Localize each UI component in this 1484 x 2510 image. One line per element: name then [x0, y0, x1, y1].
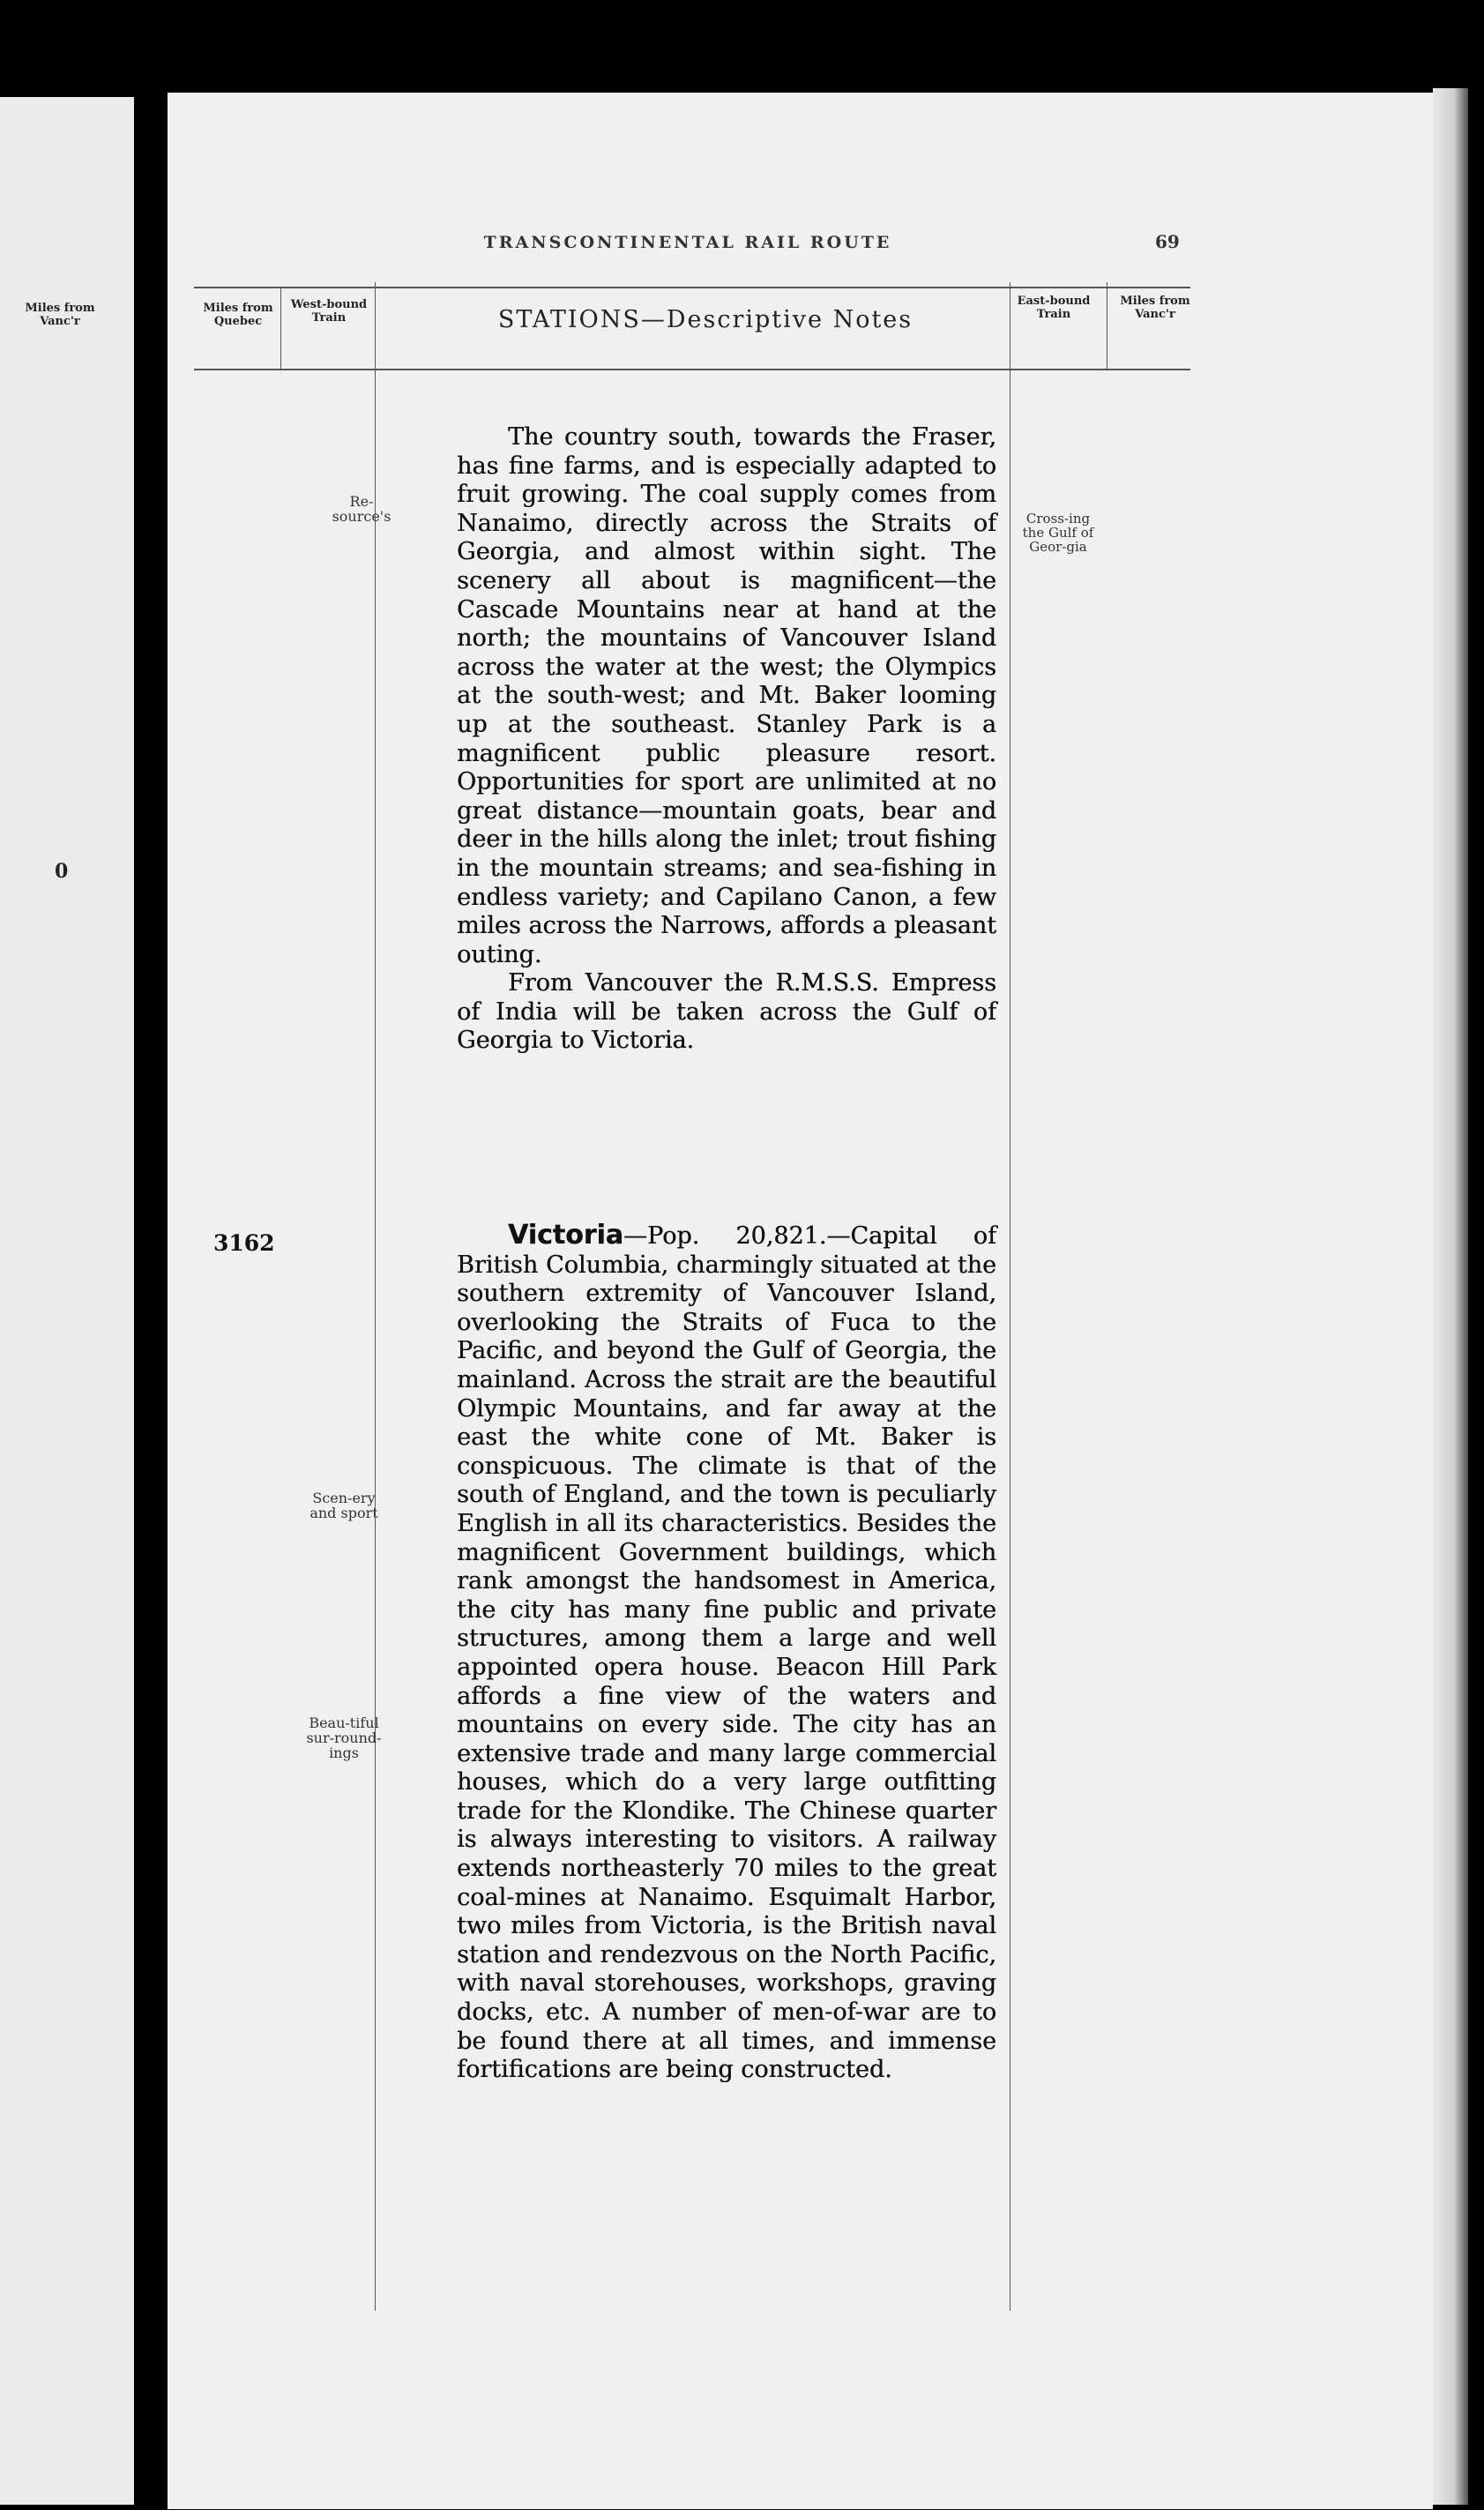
paragraph-country: The country south, towards the Fraser, has fine farms, and is especially adapted to fruit growing. The coal supply comes from Nanaimo, directly across the Straits of Georgia, and almost within sight. The scenery all about is magnificent—the Cascade Mountains near at hand at the north; the mountains of Vancouver Island across the water at the west; the Olympics at the south-west; and Mt. Baker looming up at the southeast. Stanley Park is a magnificent public pleasure resort. Opportunities for sport are unlimited at no great distance—mountain goats, bear and deer in the hills along the inlet; trout fishing in the mountain streams; and sea-fishing in endless variety; and Capilano Canon, a few miles across the Narrows, affords a pleasant outing.	[457, 423, 996, 968]
header-top-rule	[194, 287, 1190, 288]
margin-note-resources: Re-source's	[332, 493, 392, 525]
victoria-entry	[457, 1221, 996, 2085]
paragraph-empress: From Vancouver the R.M.S.S. Empress of India will be taken across the Gulf of Georgia to Victoria.	[457, 969, 996, 1055]
column-header-stations: STATIONS—Descriptive Notes	[497, 306, 914, 333]
column-header-miles-from-vancouver: Miles from Vanc'r	[1120, 295, 1190, 321]
left-column-value: 0	[55, 860, 69, 883]
margin-note-scenery: Scen-ery and sport	[309, 1490, 378, 1521]
victoria-description: —Pop. 20,821.—Capital of British Columbia, charmingly situated at the southern extremity of Vancouver Island, overlooking the Straits of Fuca to the Pacific, and beyond the Gulf of Georgia, the mainland. Across the strait are the beautiful Olympic Mountains, and far away at the east the white cone of Mt. Baker is conspicuous. The climate is that of the south of England, and the town is peculiarly English in all its characteristics. Besides the magnificent Government buildings, which rank amongst the handsomest in America, the city has many fine public and private structures, among them a large and well appointed opera house. Beacon Hill Park affords a fine view of the waters and mountains on every side. The city has an extensive trade and many large commercial houses, which do a very large outfitting trade for the Klondike. The Chinese quarter is always interesting to visitors. A railway extends northeasterly 70 miles to the great coal-mines at Nanaimo. Esquimalt Harbor, two miles from Victoria, is the British naval station and rendezvous on the North Pacific, with naval storehouses, workshops, graving docks, etc. A number of men-of-war are to be found there at all times, and immense fortifications are being constructed.	[457, 1222, 996, 2084]
left-page	[0, 97, 134, 2505]
miles-value-victoria: 3162	[213, 1230, 275, 1256]
vancouver-description	[457, 423, 996, 1056]
column-rule-2	[375, 282, 376, 2311]
column-header-westbound-train: West-bound Train	[290, 298, 368, 325]
running-head: TRANSCONTINENTAL RAIL ROUTE	[483, 233, 892, 252]
header-bottom-rule	[194, 369, 1190, 370]
column-header-miles-from-quebec: Miles from Quebec	[203, 302, 273, 328]
page-number: 69	[1155, 231, 1180, 252]
page-edge	[1433, 88, 1468, 2505]
left-column-header: Miles from Vanc'r	[25, 302, 95, 328]
column-header-eastbound-train: East-bound Train	[1017, 295, 1091, 321]
station-name-victoria: Victoria	[508, 1220, 624, 1251]
paragraph-victoria	[457, 1221, 996, 2085]
margin-note-crossing: Cross-ing the Gulf of Geor-gia	[1022, 511, 1094, 555]
margin-note-beautiful: Beau-tiful sur-round-ings	[306, 1714, 382, 1761]
